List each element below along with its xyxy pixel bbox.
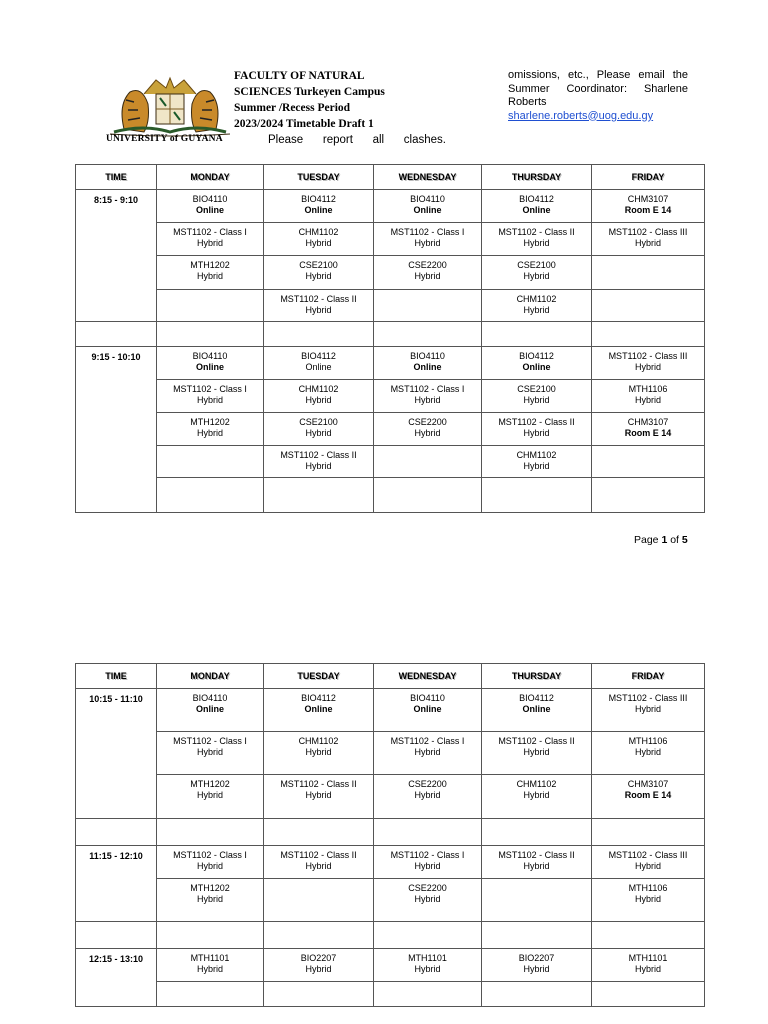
delivery-mode: Hybrid — [634, 704, 661, 714]
course-code: MTH1202 — [190, 417, 230, 427]
course-cell — [264, 949, 374, 982]
course-cell — [592, 380, 705, 413]
course-cell — [157, 223, 264, 256]
course-cell — [264, 190, 374, 223]
empty-cell — [264, 879, 374, 922]
course-cell — [264, 732, 374, 775]
note-word: email — [638, 69, 665, 81]
empty-cell — [374, 982, 482, 1007]
course-cell — [374, 413, 482, 446]
empty-cell — [374, 290, 482, 322]
course-code: MST1102 - Class I — [390, 736, 465, 746]
faculty-heading — [234, 68, 385, 132]
course-cell — [157, 775, 264, 819]
course-cell — [592, 879, 705, 922]
course-code: MST1102 - Class I — [390, 227, 465, 237]
note-word: Coordinator: — [566, 82, 628, 95]
delivery-mode: Online — [304, 704, 333, 714]
course-code: CHM3107 — [627, 194, 669, 204]
column-header-monday: MONDAY — [157, 664, 264, 689]
note-word: omissions, — [508, 69, 560, 81]
note-line: Roberts — [508, 96, 547, 108]
time-slot-cell: 11:15 - 12:10 — [76, 846, 157, 922]
course-code: CHM1102 — [298, 227, 339, 237]
course-cell — [264, 689, 374, 732]
delivery-mode: Online — [195, 205, 224, 215]
delivery-mode: Hybrid — [305, 238, 332, 248]
course-cell — [374, 949, 482, 982]
course-cell — [482, 347, 592, 380]
delivery-mode: Hybrid — [196, 747, 223, 757]
spacer-row — [76, 819, 705, 846]
course-cell — [374, 846, 482, 879]
table-row — [76, 879, 705, 922]
delivery-mode: Online — [304, 205, 333, 215]
course-cell — [157, 413, 264, 446]
report-clashes-text — [268, 134, 446, 146]
column-header-thursday: THURSDAY — [482, 664, 592, 689]
course-cell — [264, 347, 374, 380]
delivery-mode: Hybrid — [523, 861, 550, 871]
delivery-mode: Online — [522, 704, 551, 714]
empty-cell — [482, 922, 592, 949]
course-cell — [592, 775, 705, 819]
column-header-time: TIME — [76, 664, 157, 689]
course-code: MST1102 - Class II — [280, 850, 357, 860]
course-code: BIO4110 — [410, 693, 445, 703]
course-code: BIO2207 — [518, 953, 555, 963]
course-cell — [157, 732, 264, 775]
course-cell — [157, 380, 264, 413]
column-header-friday: FRIDAY — [592, 165, 705, 190]
timetable-page-2 — [75, 663, 705, 1007]
delivery-mode: Hybrid — [414, 790, 441, 800]
contact-note — [508, 69, 688, 123]
empty-cell — [592, 290, 705, 322]
course-cell — [592, 190, 705, 223]
course-code: CSE2200 — [408, 779, 447, 789]
course-code: CSE2200 — [408, 417, 447, 427]
delivery-mode: Room E 14 — [624, 790, 672, 800]
course-cell — [157, 846, 264, 879]
column-header-tuesday: TUESDAY — [264, 664, 374, 689]
course-code: BIO4110 — [410, 351, 445, 361]
faculty-line: SCIENCES Turkeyen Campus — [234, 86, 385, 98]
column-header-monday: MONDAY — [157, 165, 264, 190]
course-cell — [592, 732, 705, 775]
course-cell — [374, 879, 482, 922]
header-row — [76, 664, 705, 689]
empty-cell — [592, 446, 705, 478]
empty-cell — [157, 290, 264, 322]
empty-cell — [157, 982, 264, 1007]
empty-cell — [592, 819, 705, 846]
course-cell — [592, 223, 705, 256]
column-header-wednesday: WEDNESDAY — [374, 165, 482, 190]
delivery-mode: Hybrid — [523, 428, 550, 438]
report-word: clashes. — [403, 134, 446, 146]
course-code: MST1102 - Class I — [173, 736, 247, 746]
course-code: MTH1202 — [190, 260, 230, 270]
empty-cell — [374, 819, 482, 846]
faculty-line: 2023/2024 Timetable Draft 1 — [234, 118, 374, 130]
delivery-mode: Hybrid — [634, 747, 661, 757]
empty-cell — [374, 922, 482, 949]
course-cell — [374, 190, 482, 223]
course-code: CHM1102 — [298, 384, 339, 394]
empty-cell — [157, 322, 264, 347]
empty-cell — [76, 922, 157, 949]
course-code: CSE2100 — [299, 417, 338, 427]
course-code: BIO4112 — [301, 194, 336, 204]
course-code: MST1102 - Class II — [498, 736, 575, 746]
university-name-text: UNIVERSITY of GUYANA — [106, 134, 223, 144]
report-word: report — [322, 134, 353, 146]
course-code: MST1102 - Class III — [608, 351, 688, 361]
empty-cell — [482, 982, 592, 1007]
delivery-mode: Online — [195, 704, 224, 714]
course-cell — [264, 256, 374, 290]
course-code: BIO4110 — [410, 194, 445, 204]
course-cell — [482, 775, 592, 819]
table-row — [76, 446, 705, 478]
delivery-mode: Hybrid — [414, 428, 441, 438]
delivery-mode: Hybrid — [414, 894, 441, 904]
delivery-mode: Hybrid — [414, 747, 441, 757]
delivery-mode: Hybrid — [634, 395, 661, 405]
table-row — [76, 689, 705, 732]
course-cell — [482, 223, 592, 256]
course-code: CHM3107 — [627, 417, 669, 427]
column-header-friday: FRIDAY — [592, 664, 705, 689]
course-cell — [157, 347, 264, 380]
course-cell — [157, 190, 264, 223]
course-cell — [592, 413, 705, 446]
course-code: BIO4110 — [192, 351, 228, 361]
delivery-mode: Hybrid — [196, 964, 223, 974]
page-current: 1 — [661, 534, 668, 546]
table-row — [76, 413, 705, 446]
header-row — [76, 165, 705, 190]
empty-cell — [264, 922, 374, 949]
page-label: Page — [634, 534, 659, 546]
course-cell — [374, 256, 482, 290]
table-row — [76, 846, 705, 879]
course-cell — [592, 347, 705, 380]
delivery-mode: Hybrid — [523, 305, 550, 315]
empty-cell — [592, 922, 705, 949]
course-cell — [482, 256, 592, 290]
course-code: MTH1202 — [190, 883, 230, 893]
table-row — [76, 347, 705, 380]
course-code: MTH1106 — [628, 736, 668, 746]
table-row — [76, 223, 705, 256]
course-cell — [264, 380, 374, 413]
course-code: CHM1102 — [516, 450, 557, 460]
note-word: the — [672, 69, 688, 81]
delivery-mode: Hybrid — [523, 790, 550, 800]
empty-cell — [157, 819, 264, 846]
delivery-mode: Hybrid — [523, 238, 550, 248]
delivery-mode: Hybrid — [305, 747, 332, 757]
course-code: BIO4112 — [519, 351, 554, 361]
course-code: CHM1102 — [516, 779, 557, 789]
empty-cell — [374, 446, 482, 478]
course-code: MST1102 - Class III — [608, 850, 688, 860]
empty-cell — [76, 322, 157, 347]
page-of: of — [670, 534, 679, 546]
delivery-mode: Online — [413, 704, 442, 714]
course-cell — [374, 732, 482, 775]
course-code: MST1102 - Class III — [608, 227, 688, 237]
delivery-mode: Online — [413, 362, 442, 372]
course-code: MST1102 - Class II — [498, 227, 575, 237]
course-code: MST1102 - Class II — [498, 850, 575, 860]
course-code: MTH1101 — [408, 953, 447, 963]
table-row — [76, 478, 705, 513]
delivery-mode: Hybrid — [634, 861, 661, 871]
delivery-mode: Room E 14 — [624, 205, 672, 215]
note-word: etc., — [567, 69, 589, 81]
course-cell — [264, 446, 374, 478]
empty-cell — [482, 478, 592, 513]
empty-cell — [374, 322, 482, 347]
delivery-mode: Hybrid — [523, 271, 550, 281]
column-header-wednesday: WEDNESDAY — [374, 664, 482, 689]
course-cell — [264, 290, 374, 322]
course-cell — [482, 732, 592, 775]
empty-cell — [264, 982, 374, 1007]
course-cell — [592, 689, 705, 732]
delivery-mode: Hybrid — [523, 395, 550, 405]
course-cell — [157, 879, 264, 922]
course-code: CHM1102 — [516, 294, 557, 304]
empty-cell — [482, 879, 592, 922]
course-cell — [157, 256, 264, 290]
course-code: MTH1202 — [190, 779, 230, 789]
course-cell — [592, 846, 705, 879]
course-cell — [374, 380, 482, 413]
course-code: MST1102 - Class I — [390, 384, 465, 394]
note-word: Sharlene — [643, 82, 688, 95]
delivery-mode: Online — [522, 362, 551, 372]
course-cell — [374, 223, 482, 256]
course-code: MST1102 - Class III — [608, 693, 688, 703]
empty-cell — [592, 982, 705, 1007]
course-cell — [374, 775, 482, 819]
course-cell — [374, 347, 482, 380]
course-code: CSE2200 — [408, 260, 447, 270]
column-header-time: TIME — [76, 165, 157, 190]
course-cell — [482, 380, 592, 413]
course-code: MTH1106 — [628, 883, 668, 893]
course-code: MTH1101 — [628, 953, 668, 963]
course-code: CSE2100 — [517, 260, 556, 270]
table-row — [76, 949, 705, 982]
course-code: BIO4112 — [301, 693, 336, 703]
note-word: Please — [596, 69, 631, 81]
course-code: MST1102 - Class II — [280, 294, 357, 304]
delivery-mode: Hybrid — [523, 461, 550, 471]
table-row — [76, 290, 705, 322]
delivery-mode: Hybrid — [305, 395, 332, 405]
delivery-mode: Hybrid — [634, 894, 661, 904]
delivery-mode: Hybrid — [305, 461, 332, 471]
empty-cell — [374, 478, 482, 513]
coordinator-email-link[interactable]: sharlene.roberts@uog.edu.gy — [508, 109, 654, 122]
empty-cell — [264, 478, 374, 513]
course-code: BIO4110 — [192, 693, 228, 703]
course-code: CHM3107 — [627, 779, 669, 789]
course-cell — [157, 949, 264, 982]
empty-cell — [157, 478, 264, 513]
page-number — [634, 534, 688, 546]
table-row — [76, 982, 705, 1007]
course-cell — [592, 949, 705, 982]
delivery-mode: Hybrid — [414, 861, 441, 871]
faculty-line: FACULTY OF NATURAL — [234, 70, 365, 82]
delivery-mode: Hybrid — [305, 964, 332, 974]
delivery-mode: Online — [305, 362, 332, 372]
delivery-mode: Hybrid — [414, 238, 441, 248]
note-word: Summer — [508, 82, 550, 95]
faculty-line: Summer /Recess Period — [234, 102, 351, 114]
course-code: MST1102 - Class II — [498, 417, 575, 427]
course-code: MST1102 - Class I — [173, 227, 247, 237]
course-code: CSE2100 — [299, 260, 338, 270]
time-slot-cell: 9:15 - 10:10 — [76, 347, 157, 513]
empty-cell — [157, 446, 264, 478]
delivery-mode: Hybrid — [196, 395, 223, 405]
table-row — [76, 256, 705, 290]
course-cell — [482, 689, 592, 732]
page-total: 5 — [681, 534, 688, 546]
course-cell — [482, 413, 592, 446]
time-slot-cell: 12:15 - 13:10 — [76, 949, 157, 1007]
table-row — [76, 380, 705, 413]
course-cell — [482, 190, 592, 223]
delivery-mode: Hybrid — [414, 271, 441, 281]
course-code: CSE2100 — [517, 384, 556, 394]
delivery-mode: Hybrid — [305, 305, 332, 315]
column-header-tuesday: TUESDAY — [264, 165, 374, 190]
course-cell — [264, 775, 374, 819]
delivery-mode: Room E 14 — [624, 428, 672, 438]
delivery-mode: Hybrid — [196, 238, 223, 248]
delivery-mode: Hybrid — [305, 428, 332, 438]
empty-cell — [76, 819, 157, 846]
course-cell — [482, 446, 592, 478]
table-row — [76, 775, 705, 819]
report-word: Please — [268, 134, 304, 146]
course-code: CHM1102 — [298, 736, 339, 746]
empty-cell — [482, 322, 592, 347]
course-code: BIO2207 — [300, 953, 337, 963]
delivery-mode: Hybrid — [196, 428, 223, 438]
delivery-mode: Hybrid — [305, 861, 332, 871]
report-word: all — [372, 134, 385, 146]
delivery-mode: Hybrid — [196, 790, 223, 800]
delivery-mode: Hybrid — [196, 894, 223, 904]
course-cell — [157, 689, 264, 732]
course-cell — [482, 949, 592, 982]
time-slot-cell: 10:15 - 11:10 — [76, 689, 157, 819]
delivery-mode: Hybrid — [305, 790, 332, 800]
delivery-mode: Online — [413, 205, 442, 215]
spacer-row — [76, 922, 705, 949]
delivery-mode: Hybrid — [523, 747, 550, 757]
course-code: MST1102 - Class I — [173, 384, 247, 394]
delivery-mode: Hybrid — [305, 271, 332, 281]
empty-cell — [592, 478, 705, 513]
spacer-row — [76, 322, 705, 347]
delivery-mode: Online — [522, 205, 551, 215]
course-cell — [482, 290, 592, 322]
course-code: MTH1101 — [190, 953, 230, 963]
empty-cell — [592, 322, 705, 347]
course-code: BIO4112 — [519, 194, 554, 204]
course-code: BIO4110 — [192, 194, 228, 204]
course-code: MST1102 - Class II — [280, 450, 357, 460]
course-code: MST1102 - Class I — [390, 850, 465, 860]
empty-cell — [264, 819, 374, 846]
table-row — [76, 732, 705, 775]
course-code: MST1102 - Class II — [280, 779, 357, 789]
delivery-mode: Hybrid — [196, 271, 223, 281]
course-cell — [264, 223, 374, 256]
empty-cell — [264, 322, 374, 347]
course-code: BIO4112 — [301, 351, 336, 361]
timetable-page-1 — [75, 164, 705, 513]
column-header-thursday: THURSDAY — [482, 165, 592, 190]
course-cell — [264, 413, 374, 446]
delivery-mode: Hybrid — [523, 964, 550, 974]
time-slot-cell: 8:15 - 9:10 — [76, 190, 157, 322]
empty-cell — [592, 256, 705, 290]
delivery-mode: Hybrid — [634, 238, 661, 248]
delivery-mode: Hybrid — [196, 861, 223, 871]
delivery-mode: Hybrid — [414, 395, 441, 405]
empty-cell — [157, 922, 264, 949]
course-code: MST1102 - Class I — [173, 850, 247, 860]
course-code: CSE2200 — [408, 883, 447, 893]
delivery-mode: Hybrid — [634, 964, 661, 974]
empty-cell — [482, 819, 592, 846]
course-cell — [482, 846, 592, 879]
course-cell — [264, 846, 374, 879]
course-code: BIO4112 — [519, 693, 554, 703]
course-cell — [374, 689, 482, 732]
course-code: MTH1106 — [628, 384, 668, 394]
delivery-mode: Hybrid — [414, 964, 441, 974]
delivery-mode: Hybrid — [634, 362, 661, 372]
table-row — [76, 190, 705, 223]
delivery-mode: Online — [195, 362, 224, 372]
